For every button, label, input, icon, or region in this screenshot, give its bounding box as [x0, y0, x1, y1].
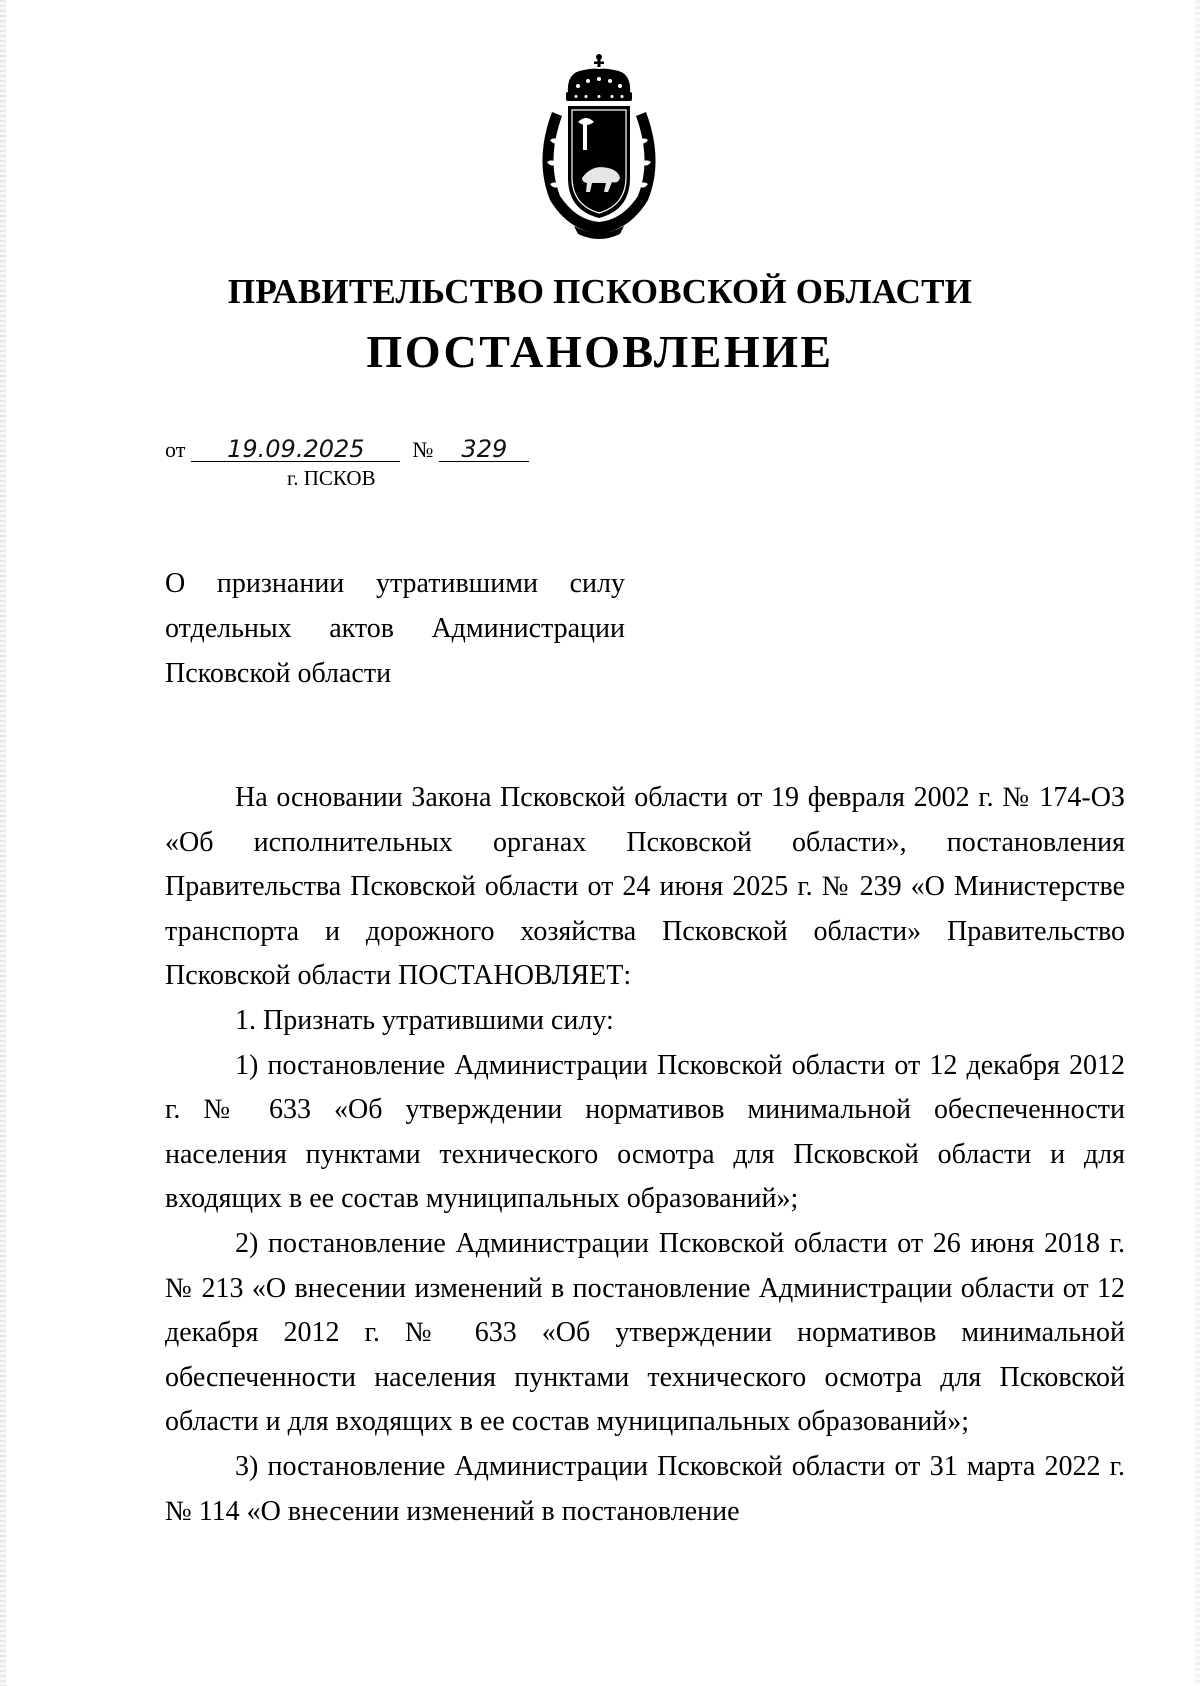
date-number-line: [165, 437, 529, 463]
subject-line: отдельных актов Администрации: [165, 613, 625, 644]
clause-1-item-2: 2) постановление Администрации Псковской области от 26 июня 2018 г. № 213 «О внесении изменений в постановление Администрации области от 12 декабря 2012 г. № 633 «Об утверждении нормативов минимальной обеспеченности населения пунктами технического осмотра для Псковской области и для входящих в ее состав муниципальных образований»;: [165, 1227, 1125, 1438]
clause-1-item-3: 3) постановление Администрации Псковской области от 31 марта 2022 г. № 114 «О внесении изменений в постановление: [165, 1450, 1125, 1527]
document-body: [165, 776, 1125, 1534]
city-label: г. ПСКОВ: [287, 466, 376, 490]
handwritten-date: 19.09.2025: [191, 437, 400, 462]
scan-edge-left: [0, 0, 6, 1686]
pskov-oblast-coat-of-arms-icon: [528, 50, 670, 240]
date-prefix: от: [165, 437, 186, 462]
clause-1: 1. Признать утратившими силу:: [235, 1004, 614, 1036]
scan-edge-right: [1195, 0, 1200, 1686]
preamble-paragraph: На основании Закона Псковской области от 19 февраля 2002 г. № 174-ОЗ «Об исполнительных органах Псковской области», постановления Правительства Псковской области от 24 июня 2025 г. № 239 «О Министерстве транспорта и дорожного хозяйства Псковской области» Правительство Псковской области ПОСТАНОВЛЯЕТ:: [165, 782, 1125, 992]
subject-line: О признании утратившими силу: [165, 568, 625, 599]
government-title: ПРАВИТЕЛЬСТВО ПСКОВСКОЙ ОБЛАСТИ: [227, 272, 973, 311]
clause-1-item-1: 1) постановление Администрации Псковской области от 12 декабря 2012 г. № 633 «Об утверждении нормативов минимальной обеспеченности населения пунктами технического осмотра для Псковской области и для входящих в ее состав муниципальных образований»;: [165, 1049, 1125, 1215]
document-subject: [165, 561, 625, 696]
handwritten-number: 329: [439, 437, 529, 462]
subject-line: Псковской области: [165, 658, 392, 689]
number-sign: №: [412, 437, 434, 462]
document-type-title: ПОСТАНОВЛЕНИЕ: [366, 326, 834, 377]
